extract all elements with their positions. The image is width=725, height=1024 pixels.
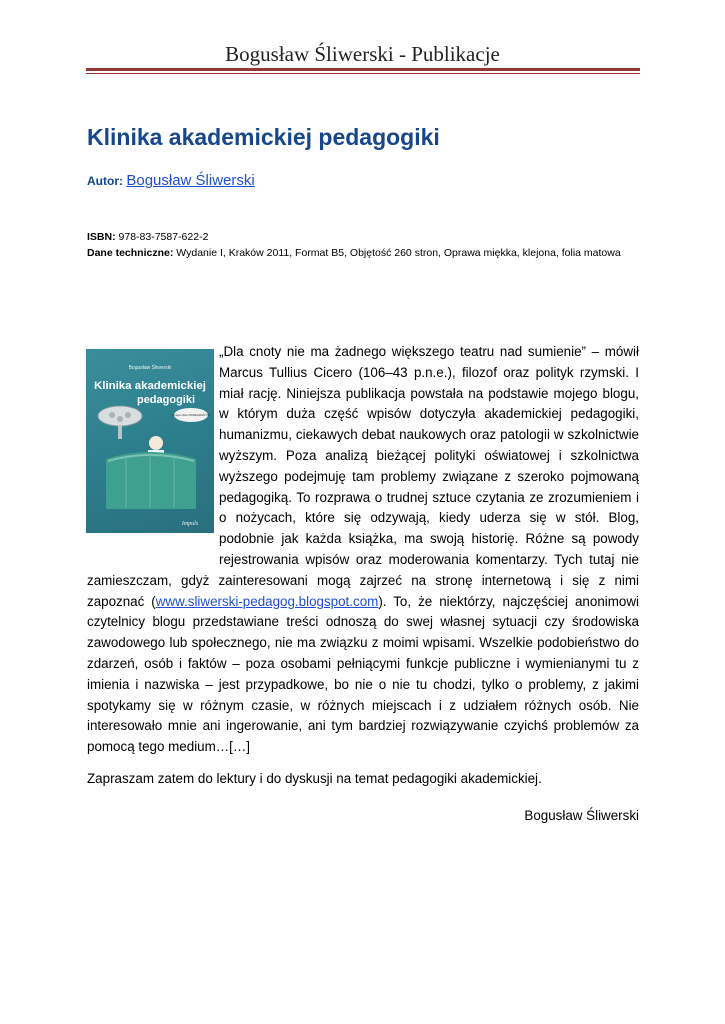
tech-value: Wydanie I, Kraków 2011, Format B5, Objętość 260 stron, Oprawa miękka, klejona, folia matowa: [176, 247, 621, 259]
header-rule-thick: [86, 68, 640, 71]
tech-label: Dane techniczne:: [87, 247, 174, 259]
isbn-line: [87, 229, 639, 245]
cover-publisher: Impuls: [181, 521, 199, 527]
author-label: Autor:: [87, 174, 123, 188]
page-title: Klinika akademickiej pedagogiki: [87, 124, 440, 150]
isbn-label: ISBN:: [87, 231, 116, 243]
cover-author: Bogusław Śliwerski: [128, 365, 172, 371]
cover-title-line2: pedagogiki: [136, 394, 196, 406]
cover-title-line1: Klinika akademickiej: [94, 380, 206, 392]
running-header: Bogusław Śliwerski - Publikacje: [225, 42, 500, 66]
blog-link[interactable]: www.sliwerski-pedagog.blogspot.com: [155, 593, 379, 609]
author-link[interactable]: Bogusław Śliwerski: [126, 172, 255, 189]
cover-float-spacer: [87, 346, 219, 553]
isbn-value: 978-83-7587-622-2: [118, 231, 209, 243]
author-line: [87, 172, 255, 189]
cover-bubble: Czego idzie PRZEGRANYM: [172, 413, 210, 417]
description-paragraph: [87, 342, 639, 758]
description-part1: „Dla cnoty nie ma żadnego większego teatru nad sumienie” – mówił Marcus Tullius Cicero (106–43 p.n.e.), filozof oraz polityk rzymski. I miał rację. Niniejsza publikacja powstała na podstawie mojego blogu, w którym duża część wpisów dotyczyła akademickiej pedagogiki, humanizmu, ciekawych debat naukowych oraz patologii w szkolnictwie wyższym. Poza analizą bieżącej polityki oświatowej i szkolnictwa wyższego podejmuję tam problemy związane z szeroko pojmowaną pedagogiką. To rozprawa o trudnej sztuce czytania ze zrozumieniem i o nożycach, które się odzywają, kiedy uderza się w stół. Blog, podobnie jak każda książka, ma swoją historię. Różne są powody rejestrowania wpisów oraz moderowania komentarzy. Tych tutaj nie zamieszczam, gdyż zainteresowani mogą zajrzeć na stronę internetową i się z nimi zapoznać (: [87, 344, 639, 609]
header-rule-thin: [86, 73, 640, 74]
signature: Bogusław Śliwerski: [524, 808, 639, 823]
tech-line: [87, 245, 639, 261]
invitation-text: Zapraszam zatem do lektury i do dyskusji na temat pedagogiki akademickiej.: [87, 771, 542, 786]
description-part2: ). To, że niektórzy, najczęściej anonimowi czytelnicy blogu przedstawiane treści odnoszą do swej własnej sytuacji czy środowiska zawodowego lub społecznego, nie ma związku z moimi wpisami. Wszelkie podobieństwo do zdarzeń, osób i faktów – poza osobami pełniącymi funkcje publiczne i wymienianymi tu z imienia i nazwiska – jest przypadkowe, bo nie o nie tu chodzi, tylko o problemy, z jakimi spotykamy się w różnym czasie, w różnych miejscach i z udziałem różnych osób. Nie interesowało mnie ani ingerowanie, ani tym bardziej rozwiązywanie czyichś problemów za pomocą tego medium…[…]: [87, 593, 639, 755]
technical-details: [87, 229, 639, 261]
